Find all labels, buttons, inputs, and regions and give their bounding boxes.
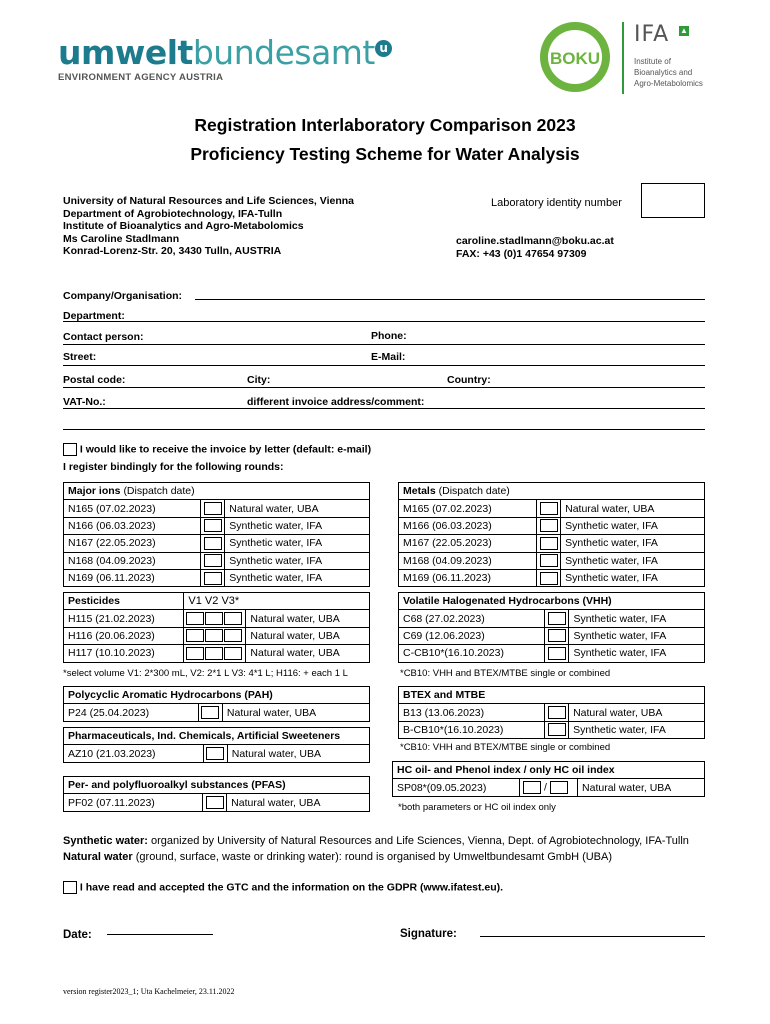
checkbox-m169[interactable] [540,572,558,585]
lab-id-input[interactable] [641,183,705,218]
table-row: SP08*(09.05.2023) / Natural water, UBA [393,779,705,796]
hc-oil-table [392,761,705,797]
checkbox-h116[interactable] [224,629,242,642]
table-row: N168 (04.09.2023) Synthetic water, IFA [64,552,370,569]
invoice-letter-label: I would like to receive the invoice by letter (default: e-mail) [79,443,372,456]
postal-code-label: Postal code: [63,374,126,386]
table-row: B-CB10*(16.10.2023) Synthetic water, IFA [399,721,705,738]
checkbox-n166[interactable] [204,519,222,532]
checkbox-b13[interactable] [548,706,566,719]
uba-logo-bold: umwelt [58,33,193,72]
footnote-natural: Natural water (ground, surface, waste or drinking water): round is organised by Umweltbundesamt GmbH (UBA) [63,851,613,863]
city-label: City: [247,374,271,386]
department-field[interactable] [63,321,705,322]
checkbox-h117[interactable] [224,647,242,660]
metals-title: Metals (Dispatch date) [399,483,705,500]
checkbox-c69[interactable] [548,629,566,642]
table-row: M168 (04.09.2023) Synthetic water, IFA [399,552,705,569]
uba-u-icon: u [375,40,392,57]
gtc-label: I have read and accepted the GTC and the information on the GDPR (www.ifatest.eu). [79,881,504,894]
table-row: C69 (12.06.2023) Synthetic water, IFA [399,627,705,644]
table-row: C68 (27.02.2023) Synthetic water, IFA [399,610,705,627]
street-email-field[interactable] [63,365,705,366]
table-row: M169 (06.11.2023) Synthetic water, IFA [399,569,705,586]
vhh-note: *CB10: VHH and BTEX/MTBE single or combined [400,668,611,679]
table-row: H116 (20.06.2023) Natural water, UBA [64,627,370,644]
phone-label: Phone: [371,330,407,342]
btex-title: BTEX and MTBE [399,687,705,704]
pfas-table [63,776,370,812]
footnote-synthetic: Synthetic water: organized by University of Natural Resources and Life Sciences, Vienna, Dept. of Agrobiotechnology, IFA-Tulln [63,835,689,847]
table-row: N165 (07.02.2023) Natural water, UBA [64,500,370,517]
pesticides-title: Pesticides [64,593,184,610]
btex-table [398,686,705,739]
uba-logo-light: bundesamt [192,33,375,72]
pharma-table [63,727,370,763]
pesticides-volumes: V1 V2 V3* [184,593,370,610]
checkbox-sp08-hc[interactable] [550,781,568,794]
table-row: M167 (22.05.2023) Synthetic water, IFA [399,535,705,552]
checkbox-p24[interactable] [201,706,219,719]
pfas-title: Per- and polyfluoroalkyl substances (PFAS) [64,777,370,794]
vat-invoice-field[interactable] [63,408,705,409]
organizer-email: caroline.stadlmann@boku.ac.at [456,235,614,247]
invoice-address-label: different invoice address/comment: [247,396,425,408]
checkbox-m165[interactable] [540,502,558,515]
checkbox-n167[interactable] [204,537,222,550]
email-label: E-Mail: [371,351,406,363]
ifa-logo [622,22,742,96]
vhh-table [398,592,705,663]
page-title-line2: Proficiency Testing Scheme for Water Analysis [190,144,580,164]
checkbox-n165[interactable] [204,502,222,515]
checkbox-sp08-both[interactable] [523,781,541,794]
date-field[interactable] [107,934,213,935]
signature-label: Signature: [400,928,457,940]
invoice-letter-row [63,443,371,456]
checkbox-c-cb10[interactable] [548,647,566,660]
invoice-comment-field[interactable] [63,429,705,430]
street-label: Street: [63,351,97,363]
pharma-title: Pharmaceuticals, Ind. Chemicals, Artificial Sweeteners [64,728,370,745]
table-row: PF02 (07.11.2023) Natural water, UBA [64,794,370,811]
contact-person-label: Contact person: [63,331,144,343]
organizer-contact [456,235,614,260]
checkbox-b-cb10[interactable] [548,723,566,736]
company-field[interactable] [195,299,705,300]
version-note: version register2023_1; Uta Kachelmeier, 23.11.2022 [63,987,235,996]
metals-table [398,482,705,587]
checkbox-m166[interactable] [540,519,558,532]
gtc-checkbox[interactable] [63,881,77,894]
ifa-subtitle: Institute of Bioanalytics and Agro-Metabolomics [634,57,703,88]
page-title-line1: Registration Interlaboratory Comparison 2023 [194,115,576,135]
contact-phone-field[interactable] [63,344,705,345]
signature-field[interactable] [480,936,705,937]
checkbox-n168[interactable] [204,554,222,567]
table-row: N167 (22.05.2023) Synthetic water, IFA [64,535,370,552]
postal-city-country-field[interactable] [63,387,705,388]
checkbox-m167[interactable] [540,537,558,550]
table-row: H115 (21.02.2023) Natural water, UBA [64,610,370,627]
major-ions-title: Major ions (Dispatch date) [64,483,370,500]
table-row: AZ10 (21.03.2023) Natural water, UBA [64,745,370,762]
table-row: M165 (07.02.2023) Natural water, UBA [399,500,705,517]
pesticides-note: *select volume V1: 2*300 mL, V2: 2*1 L V3: 4*1 L; H116: + each 1 L [63,668,348,679]
checkbox-h115[interactable] [224,612,242,625]
lab-id-label: Laboratory identity number [491,197,622,209]
checkbox-c68[interactable] [548,612,566,625]
table-row: H117 (10.10.2023) Natural water, UBA [64,645,370,662]
register-line: I register bindingly for the following rounds: [63,461,284,473]
table-row: N169 (06.11.2023) Synthetic water, IFA [64,569,370,586]
checkbox-n169[interactable] [204,572,222,585]
organizer-address: University of Natural Resources and Life Sciences, Vienna Department of Agrobiotechnology, IFA-Tulln Institute of Bioanalytics and Agro-Metabolomics Ms Caroline Stadlmann Konrad-Lorenz-Str. 20, 3430 Tulln, AUSTRIA [63,195,354,257]
gtc-row [63,881,503,894]
checkbox-pf02[interactable] [206,796,224,809]
department-label: Department: [63,310,125,322]
vhh-title: Volatile Halogenated Hydrocarbons (VHH) [399,593,705,610]
checkbox-m168[interactable] [540,554,558,567]
btex-note: *CB10: VHH and BTEX/MTBE single or combined [400,742,611,753]
table-row: N166 (06.03.2023) Synthetic water, IFA [64,517,370,534]
ifa-flag-icon: ▲ [680,26,688,35]
invoice-letter-checkbox[interactable] [63,443,77,456]
checkbox-az10[interactable] [206,747,224,760]
table-row: P24 (25.04.2023) Natural water, UBA [64,704,370,721]
country-label: Country: [447,374,491,386]
pesticides-table [63,592,370,663]
vat-label: VAT-No.: [63,396,106,408]
pah-table [63,686,370,722]
table-row: C-CB10*(16.10.2023) Synthetic water, IFA [399,645,705,662]
uba-subtitle: ENVIRONMENT AGENCY AUSTRIA [58,72,224,83]
date-label: Date: [63,929,92,941]
hc-oil-note: *both parameters or HC oil index only [398,802,556,813]
ifa-title: IFA [634,22,670,47]
hc-oil-title: HC oil- and Phenol index / only HC oil index [393,762,705,779]
organizer-fax: FAX: +43 (0)1 47654 97309 [456,247,587,260]
boku-logo [538,20,612,94]
table-row: M166 (06.03.2023) Synthetic water, IFA [399,517,705,534]
table-row: B13 (13.06.2023) Natural water, UBA [399,704,705,721]
boku-logo-text: BOKU [549,49,601,68]
pah-title: Polycyclic Aromatic Hydrocarbons (PAH) [64,687,370,704]
uba-logo [58,33,388,90]
company-label: Company/Organisation: [63,290,183,302]
major-ions-table [63,482,370,587]
